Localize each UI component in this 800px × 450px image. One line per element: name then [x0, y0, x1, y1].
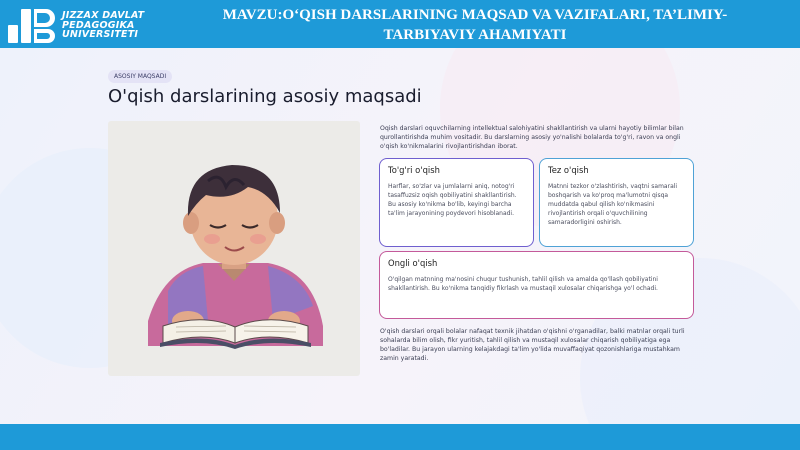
logo-text: JIZZAX DAVLAT PEDAGOGIKA UNIVERSITETI	[62, 10, 145, 40]
intro-paragraph: Oqish darslari oquvchilarning intellektual salohiyatini shakllantirish va ularni hayotiy bilimlar bilan qurollantirishda muhim vositadir. Bu darslarning asosiy yo'nalishi bolalarda to'g'ri, ravon va ongli o'qish ko'nikmalarini rivojlantirishdan iborat.	[380, 125, 684, 150]
university-logo-icon	[6, 7, 58, 45]
card-correct-reading	[379, 158, 534, 247]
outro-paragraph: O'qish darslari orqali bolalar nafaqat texnik jihatdan o'qishni o'rganadilar, balki matnlar orqali turli sohalarda bilim olish, fikr yuritish, tahlil qilish va mustaqil xulosalar chiqarish qobiliyatiga ega bo'ladilar. Bu jarayon ularning kelajakdagi ta'lim yo'lida muvaffaqiyat qozonishlariga mustahkam zamin yaratadi.	[380, 328, 685, 362]
card-conscious-reading	[379, 251, 694, 319]
footer-bar	[0, 424, 800, 450]
section-tag: ASOSIY MAQSADI	[108, 70, 172, 83]
card-fast-reading	[539, 158, 694, 247]
card-body: Matnni tezkor o'zlashtirish, vaqtni samarali boshqarish va ko'proq ma'lumotni qisqa muddatda qabul qilish ko'nikmasini rivojlantirish orqali o'quvchilining samaradorligini oshirish.	[548, 183, 678, 226]
header-bar	[0, 0, 800, 48]
section-heading: O'qish darslarining asosiy maqsadi	[108, 86, 422, 107]
page-title: MAVZU:O‘QISH DARSLARINING MAQSAD VA VAZIFALARI, TA’LIMIY- TARBIYAVIY AHAMIYATI	[222, 7, 728, 43]
boy-reading-book-illustration	[108, 121, 360, 376]
card-title: Tez o'qish	[548, 165, 589, 175]
card-title: Ongli o'qish	[388, 258, 438, 268]
card-body: O'qilgan matnning ma'nosini chuqur tushunish, tahlil qilish va amalda qo'llash qobiliyatini shakllantirish. Bu ko'nikma tanqidiy fikrlash va mustaqil xulosalar chiqarishga yo'l ochadi.	[388, 276, 658, 292]
university-logo[interactable]	[6, 5, 156, 45]
illustration-drawing	[108, 121, 360, 376]
card-title: To'g'ri o'qish	[388, 165, 440, 175]
card-body: Harflar, so'zlar va jumlalarni aniq, notog'ri tasaffuzsiz oqish qobiliyatini shakllantirish. Bu asosiy ko'nikma bo'lib, keyingi barcha ta'lim jarayonining poydevori hisoblanadi.	[388, 183, 517, 217]
